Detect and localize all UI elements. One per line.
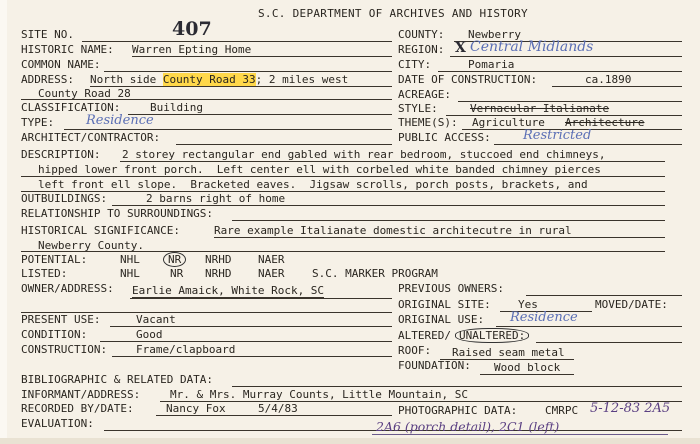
original-site-label: ORIGINAL SITE: bbox=[398, 298, 491, 311]
informant-value: Mr. & Mrs. Murray Counts, Little Mountain, SC bbox=[170, 388, 469, 401]
bibliographic-label: BIBLIOGRAPHIC & RELATED DATA: bbox=[21, 373, 214, 386]
foundation-label: FOUNDATION: bbox=[398, 359, 471, 372]
county-value: Newberry bbox=[468, 28, 521, 41]
altered-label: ALTERED/ bbox=[398, 329, 451, 342]
card-bottom-edge bbox=[0, 438, 700, 444]
classification-value: Building bbox=[150, 101, 203, 114]
region-line bbox=[450, 56, 682, 57]
recorded-name: Nancy Fox bbox=[166, 402, 226, 415]
foundation-value: Wood block bbox=[494, 361, 561, 374]
site-no-value: 407 bbox=[172, 18, 212, 40]
date-construction-value: ca.1890 bbox=[585, 73, 632, 86]
present-use-label: PRESENT USE: bbox=[21, 313, 101, 326]
address-line2: County Road 28 bbox=[38, 87, 131, 100]
style-value: Vernacular Italianate bbox=[470, 102, 610, 115]
description-label: DESCRIPTION: bbox=[21, 148, 101, 161]
address-value: North side County Road 33; 2 miles west bbox=[90, 73, 349, 86]
potential-label: POTENTIAL: bbox=[21, 253, 88, 266]
recorded-date: 5/4/83 bbox=[258, 402, 298, 415]
outbuildings-label: OUTBUILDINGS: bbox=[21, 192, 108, 205]
previous-owners-line bbox=[526, 295, 682, 296]
evaluation-label: EVALUATION: bbox=[21, 417, 94, 430]
address-line bbox=[90, 86, 392, 87]
listed-naer: NAER bbox=[258, 267, 285, 280]
present-use-value: Vacant bbox=[136, 313, 176, 326]
condition-line bbox=[100, 341, 392, 342]
historic-name-line bbox=[132, 56, 392, 57]
roof-label: ROOF: bbox=[398, 344, 432, 357]
site-no-label: SITE NO. bbox=[21, 28, 74, 41]
listed-nr: NR bbox=[170, 267, 184, 280]
significance-label: HISTORICAL SIGNIFICANCE: bbox=[21, 224, 180, 237]
type-value: Residence bbox=[86, 113, 154, 128]
region-value: Central Midlands bbox=[470, 39, 594, 55]
moved-date-label: MOVED/DATE: bbox=[595, 298, 668, 311]
address-label: ADDRESS: bbox=[21, 73, 74, 86]
themes-value-2: Architecture bbox=[565, 116, 645, 129]
public-access-value: Restricted bbox=[523, 128, 592, 143]
construction-label: CONSTRUCTION: bbox=[21, 343, 108, 356]
description-rule-2 bbox=[21, 176, 665, 177]
construction-line bbox=[112, 356, 392, 357]
region-label: REGION: bbox=[398, 43, 445, 56]
foundation-line bbox=[480, 374, 574, 375]
description-rule-3 bbox=[21, 191, 665, 192]
city-label: CITY: bbox=[398, 58, 432, 71]
classification-line bbox=[128, 114, 392, 115]
condition-label: CONDITION: bbox=[21, 328, 88, 341]
type-line bbox=[64, 129, 392, 130]
description-line-2: hipped lower front porch. Left center ell with corbeled white banded chimney pierces bbox=[38, 163, 601, 176]
outbuildings-value: 2 barns right of home bbox=[146, 192, 286, 205]
condition-value: Good bbox=[136, 328, 163, 341]
photo-note: 2A6 (porch detail), 2C1 (left) bbox=[376, 419, 560, 434]
style-label: STYLE: bbox=[398, 102, 438, 115]
photo-value: 5-12-83 2A5 bbox=[590, 401, 671, 416]
relationship-line bbox=[232, 220, 665, 221]
recorded-label: RECORDED BY/DATE: bbox=[21, 402, 134, 415]
city-value: Pomaria bbox=[468, 58, 515, 71]
previous-owners-label: PREVIOUS OWNERS: bbox=[398, 282, 504, 295]
unaltered-circled: UNALTERED: bbox=[455, 328, 529, 343]
listed-label: LISTED: bbox=[21, 267, 68, 280]
significance-rule-2 bbox=[21, 251, 665, 252]
original-use-label: ORIGINAL USE: bbox=[398, 313, 485, 326]
acreage-label: ACREAGE: bbox=[398, 88, 451, 101]
region-x-mark: X bbox=[455, 40, 466, 56]
original-use-value: Residence bbox=[510, 310, 578, 325]
public-access-label: PUBLIC ACCESS: bbox=[398, 131, 491, 144]
owner-line bbox=[130, 298, 392, 299]
city-line bbox=[438, 71, 682, 72]
architect-line bbox=[176, 144, 392, 145]
significance-line bbox=[214, 237, 665, 238]
potential-nrhd: NRHD bbox=[205, 253, 232, 266]
description-line-1: 2 storey rectangular end gabled with rear bedroom, stuccoed end chimneys, bbox=[122, 148, 606, 161]
original-use-line bbox=[496, 326, 682, 327]
type-label: TYPE: bbox=[21, 116, 55, 129]
potential-nr-circled: NR bbox=[163, 252, 186, 267]
photo-code: CMRPC bbox=[545, 404, 579, 417]
description-line-3: left front ell slope. Bracketed eaves. Jigsaw scrolls, porch posts, brackets, and bbox=[38, 178, 588, 191]
themes-label: THEME(S): bbox=[398, 116, 458, 129]
photo-label: PHOTOGRAPHIC DATA: bbox=[398, 404, 518, 417]
public-access-line bbox=[494, 144, 682, 145]
informant-label: INFORMANT/ADDRESS: bbox=[21, 388, 141, 401]
owner-label: OWNER/ADDRESS: bbox=[21, 282, 114, 295]
outbuildings-line bbox=[112, 205, 665, 206]
architect-label: ARCHITECT/CONTRACTOR: bbox=[21, 131, 161, 144]
potential-nhl: NHL bbox=[120, 253, 140, 266]
altered-line bbox=[536, 342, 682, 343]
original-site-value: Yes bbox=[518, 298, 538, 311]
card-left-edge bbox=[0, 0, 7, 444]
potential-naer: NAER bbox=[258, 253, 285, 266]
listed-nrhd: NRHD bbox=[205, 267, 232, 280]
roof-value: Raised seam metal bbox=[452, 346, 565, 359]
date-construction-line bbox=[552, 86, 682, 87]
photo-note-underline bbox=[372, 434, 668, 435]
historic-name-value: Warren Epting Home bbox=[132, 43, 252, 56]
date-construction-label: DATE OF CONSTRUCTION: bbox=[398, 73, 538, 86]
recorded-line bbox=[156, 415, 392, 416]
page-header: S.C. DEPARTMENT OF ARCHIVES AND HISTORY bbox=[258, 7, 528, 20]
present-use-line bbox=[110, 326, 392, 327]
address-line2-rule bbox=[21, 99, 392, 100]
common-name-line bbox=[104, 71, 392, 72]
owner-value: Earlie Amaick, White Rock, SC bbox=[132, 284, 325, 297]
themes-value-1: Agriculture bbox=[472, 116, 545, 129]
significance-value: Rare example Italianate domestic architecutre in rural bbox=[214, 224, 572, 237]
county-label: COUNTY: bbox=[398, 28, 445, 41]
bibliographic-line bbox=[232, 386, 682, 387]
address-highlight: County Road 33 bbox=[162, 73, 256, 86]
listed-nhl: NHL bbox=[120, 267, 140, 280]
significance-line2: Newberry County. bbox=[38, 239, 144, 252]
common-name-label: COMMON NAME: bbox=[21, 58, 101, 71]
historic-name-label: HISTORIC NAME: bbox=[21, 43, 114, 56]
marker-program: S.C. MARKER PROGRAM bbox=[312, 267, 438, 280]
construction-value: Frame/clapboard bbox=[136, 343, 236, 356]
description-rule-1 bbox=[120, 161, 665, 162]
site-no-line bbox=[82, 41, 392, 42]
relationship-label: RELATIONSHIP TO SURROUNDINGS: bbox=[21, 207, 214, 220]
classification-label: CLASSIFICATION: bbox=[21, 101, 121, 114]
